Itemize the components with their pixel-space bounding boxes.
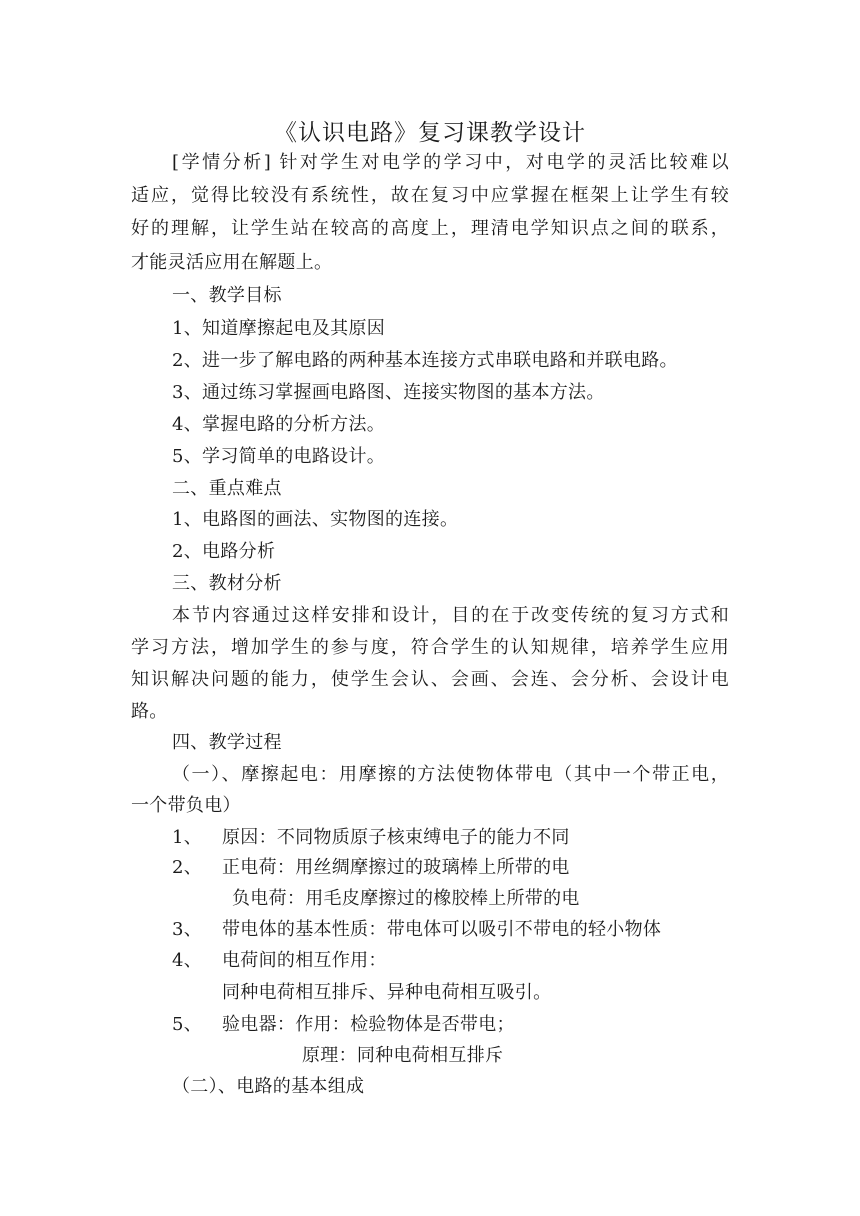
material-heading: 三、教材分析 xyxy=(172,573,282,594)
material-line-3: 知识解决问题的能力，使学生会认、会画、会连、会分析、会设计电 xyxy=(131,669,729,690)
goal-item-5: 5、学习简单的电路设计。 xyxy=(172,446,386,467)
section1-item-2-text: 正电荷：用丝绸摩擦过的玻璃棒上所带的电 xyxy=(222,857,570,878)
goals-heading: 一、教学目标 xyxy=(172,285,282,306)
goal-item-1: 1、知道摩擦起电及其原因 xyxy=(172,318,386,339)
analysis-line-1: [学情分析] 针对学生对电学的学习中，对电学的灵活比较难以 xyxy=(172,152,729,173)
section1-item-5-number: 5、 xyxy=(172,1014,203,1035)
goal-item-4: 4、掌握电路的分析方法。 xyxy=(172,414,386,435)
section2-heading: （二）、电路的基本组成 xyxy=(172,1076,365,1097)
section1-item-4b-text: 同种电荷相互排斥、异种电荷相互吸引。 xyxy=(222,982,552,1003)
analysis-line-3: 好的理解，让学生站在较高的高度上，理清电学知识点之间的联系， xyxy=(131,218,729,239)
section1-line-2: 一个带负电） xyxy=(131,795,241,816)
section1-item-1-number: 1、 xyxy=(172,827,203,848)
section1-item-2-number: 2、 xyxy=(172,857,203,878)
section1-item-1-text: 原因：不同物质原子核束缚电子的能力不同 xyxy=(222,827,570,848)
material-line-4: 路。 xyxy=(131,701,168,722)
section1-item-3-number: 3、 xyxy=(172,919,203,940)
keypoints-heading: 二、重点难点 xyxy=(172,478,282,499)
analysis-line-2: 适应，觉得比较没有系统性，故在复习中应掌握在框架上让学生有较 xyxy=(131,185,729,206)
section1-item-5-text: 验电器：作用：检验物体是否带电； xyxy=(222,1014,515,1035)
section1-item-5b-text: 原理：同种电荷相互排斥 xyxy=(302,1045,504,1066)
section1-item-4-number: 4、 xyxy=(172,950,203,971)
document-title: 《认识电路》复习课教学设计 xyxy=(274,120,586,146)
keypoint-item-2: 2、电路分析 xyxy=(172,541,276,562)
material-line-1: 本节内容通过这样安排和设计，目的在于改变传统的复习方式和 xyxy=(172,605,729,626)
goal-item-2: 2、进一步了解电路的两种基本连接方式串联电路和并联电路。 xyxy=(172,350,678,371)
section1-item-2b-text: 负电荷：用毛皮摩擦过的橡胶棒上所带的电 xyxy=(232,888,580,909)
section1-item-4-text: 电荷间的相互作用： xyxy=(222,950,387,971)
material-line-2: 学习方法，增加学生的参与度，符合学生的认知规律，培养学生应用 xyxy=(131,637,729,658)
section1-line-1: （一）、摩擦起电：用摩擦的方法使物体带电（其中一个带正电， xyxy=(172,764,729,785)
goal-item-3: 3、通过练习掌握画电路图、连接实物图的基本方法。 xyxy=(172,382,605,403)
section1-item-3-text: 带电体的基本性质：带电体可以吸引不带电的轻小物体 xyxy=(222,919,662,940)
analysis-line-4: 才能灵活应用在解题上。 xyxy=(131,252,333,273)
keypoint-item-1: 1、电路图的画法、实物图的连接。 xyxy=(172,509,459,530)
process-heading: 四、教学过程 xyxy=(172,732,282,753)
